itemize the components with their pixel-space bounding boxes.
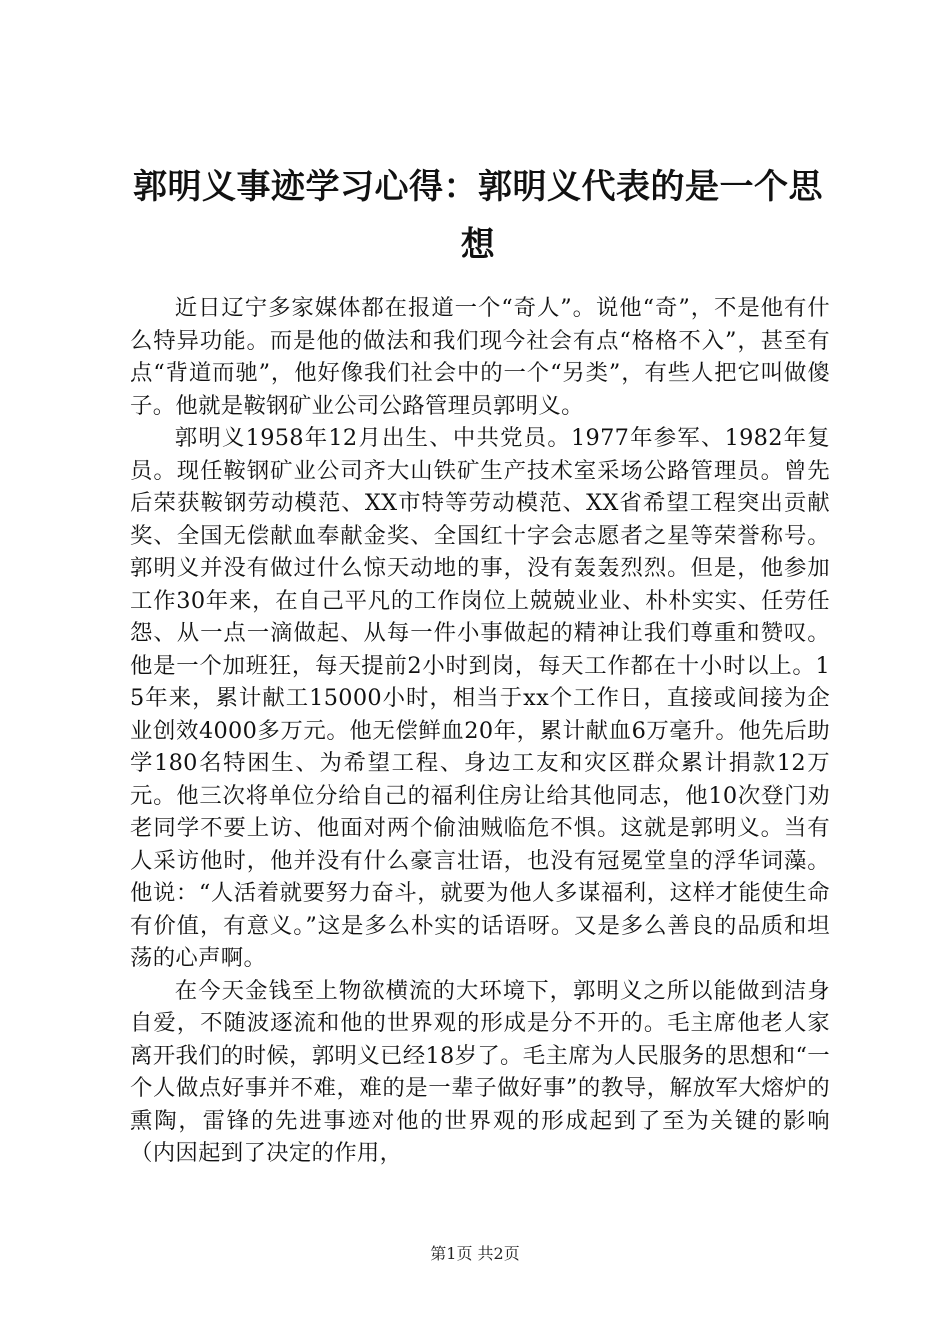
paragraph-worldview: 在今天金钱至上物欲横流的大环境下，郭明义之所以能做到洁身自爱，不随波逐流和他的世界观的形成是分不开的。毛主席他老人家离开我们的时候，郭明义已经18岁了。毛主席为人民服务的思想和“一个人做点好事并不难，难的是一辈子做好事”的教导，解放军大熔炉的熏陶，雷锋的先进事迹对他的世界观的形成起到了至为关键的影响（内因起到了决定的作用， [130, 977, 830, 1166]
page-footer: 第1页 共2页 [430, 1244, 520, 1263]
paragraph-intro: 近日辽宁多家媒体都在报道一个“奇人”。说他“奇”，不是他有什么特异功能。而是他的做法和我们现今社会有点“格格不入”，甚至有点“背道而驰”，他好像我们社会中的一个“另类”，有些人把它叫做傻子。他就是鞍钢矿业公司公路管理员郭明义。 [130, 295, 830, 419]
document-title: 郭明义事迹学习心得：郭明义代表的是一个思想 [133, 167, 823, 265]
document-body [130, 292, 830, 1170]
paragraph-biography: 郭明义1958年12月出生、中共党员。1977年参军、1982年复员。现任鞍钢矿业公司齐大山铁矿生产技术室采场公路管理员。曾先后荣获鞍钢劳动模范、XX市特等劳动模范、XX省希望工程突出贡献奖、全国无偿献血奉献金奖、全国红十字会志愿者之星等荣誉称号。郭明义并没有做过什么惊天动地的事，没有轰轰烈烈。但是，他参加工作30年来，在自己平凡的工作岗位上兢兢业业、朴朴实实、任劳任怨、从一点一滴做起、从每一件小事做起的精神让我们尊重和赞叹。他是一个加班狂，每天提前2小时到岗，每天工作都在十小时以上。15年来，累计献工15000小时，相当于xx个工作日，直接或间接为企业创效4000多万元。他无偿鲜血20年，累计献血6万毫升。他先后助学180名特困生、为希望工程、身边工友和灾区群众累计捐款12万元。他三次将单位分给自己的福利住房让给其他同志，他10次登门劝老同学不要上访、他面对两个偷油贼临危不惧。这就是郭明义。当有人采访他时，他并没有什么豪言壮语，也没有冠冕堂皇的浮华词藻。他说：“人活着就要努力奋斗，就要为他人多谋福利，这样才能使生命有价值，有意义。”这是多么朴实的话语呀。又是多么善良的品质和坦荡的心声啊。 [130, 425, 830, 971]
